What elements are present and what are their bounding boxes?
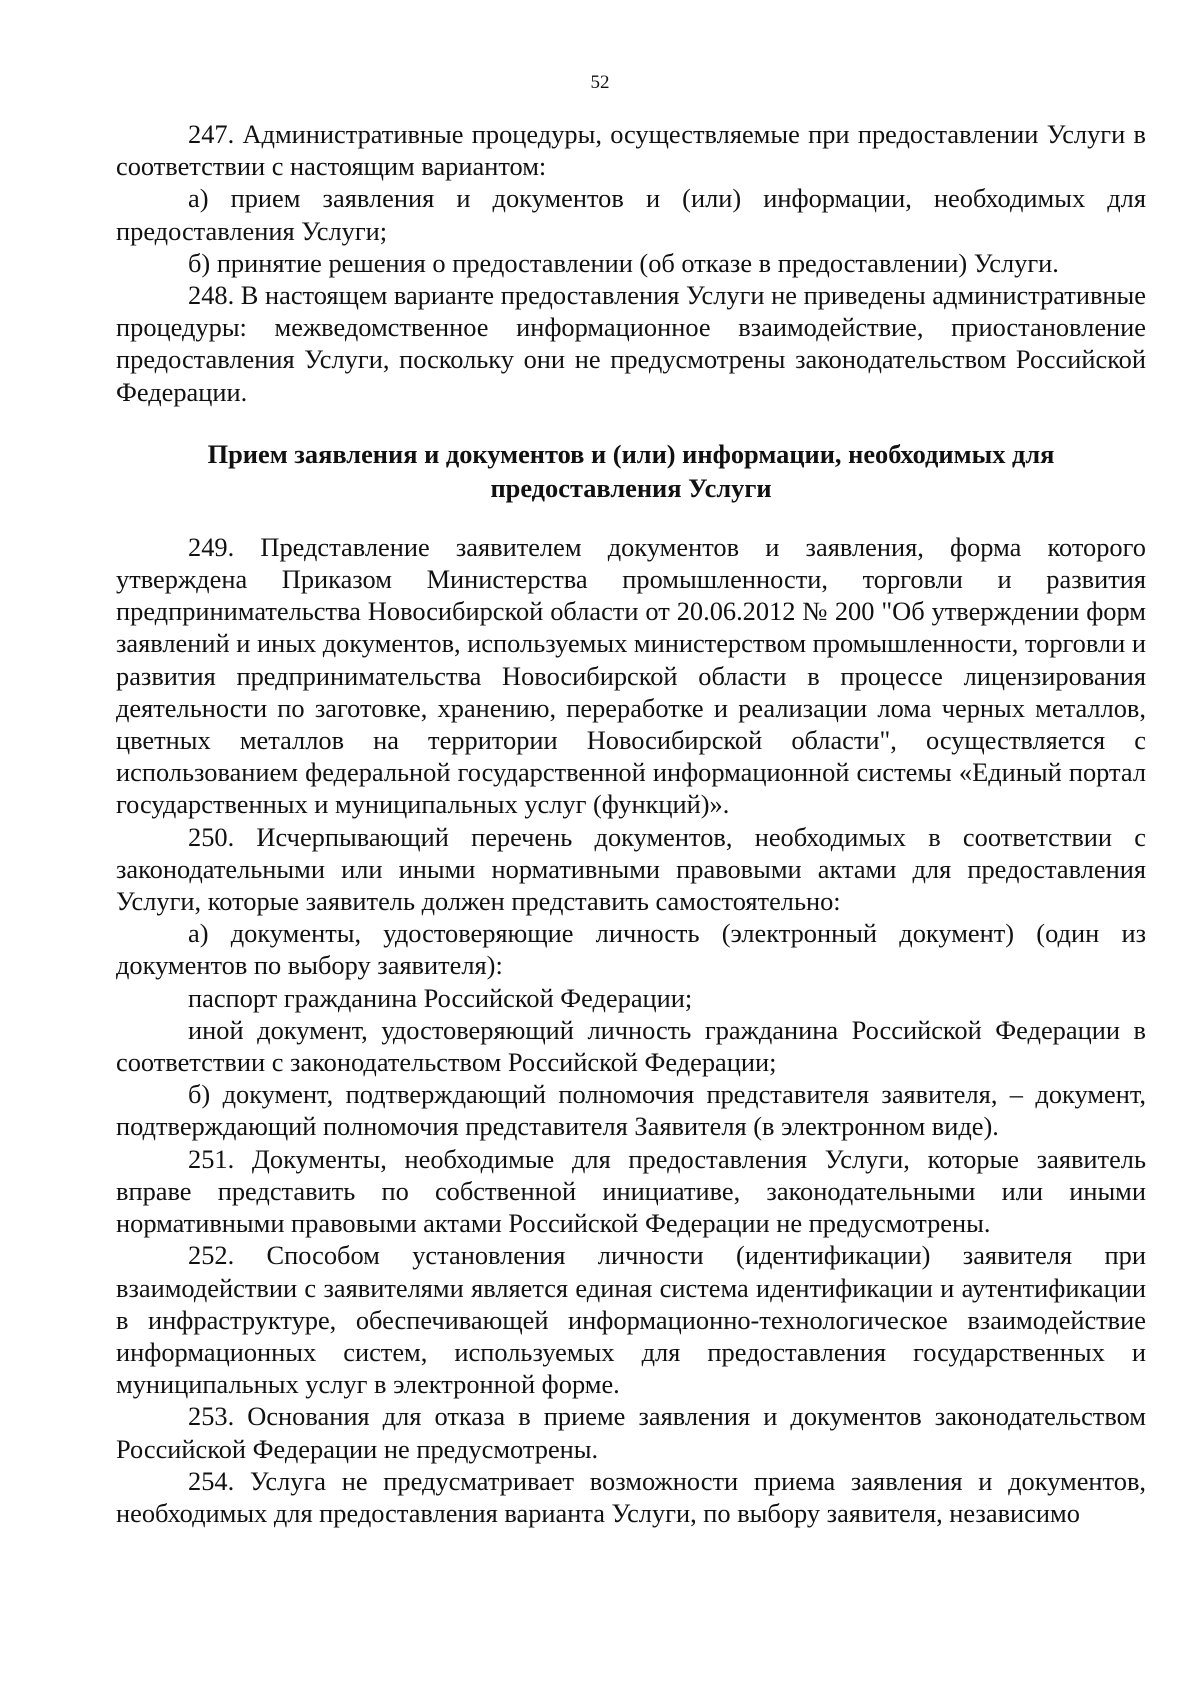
paragraph-250: 250. Исчерпывающий перечень документов, необходимых в соответствии с законодательными или иными нормативными правовыми актами для предоставления Услуги, которые заявитель должен представить самостоятельно: xyxy=(116,821,1146,917)
paragraph-253: 253. Основания для отказа в приеме заявления и документов законодательством Российской Федерации не предусмотрены. xyxy=(116,1401,1146,1464)
paragraph-247: 247. Административные процедуры, осуществляемые при предоставлении Услуги в соответствии с настоящим вариантом: xyxy=(116,119,1146,182)
paragraph-252: 252. Способом установления личности (идентификации) заявителя при взаимодействии с заявителями является единая система идентификации и аутентификации в инфраструктуре, обеспечивающей информационно-технологическое взаимодействие информационных систем, используемых для предоставления государственных и муниципальных услуг в электронной форме. xyxy=(116,1240,1146,1400)
paragraph-250-a: а) документы, удостоверяющие личность (электронный документ) (один из документов по выбору заявителя): xyxy=(116,918,1146,981)
paragraph-249: 249. Представление заявителем документов и заявления, форма которого утверждена Приказом Министерства промышленности, торговли и развития предпринимательства Новосибирской области от 20.06.2012 № 200 "Об утверждении форм заявлений и иных документов, используемых министерством промышленности, торговли и развития предпринимательства Новосибирской области в процессе лицензирования деятельности по заготовке, хранению, переработке и реализации лома черных металлов, цветных металлов на территории Новосибирской области", осуществляется с использованием федеральной государственной информационной системы «Единый портал государственных и муниципальных услуг (функций)». xyxy=(116,531,1147,820)
paragraph-passport: паспорт гражданина Российской Федерации; xyxy=(188,982,693,1013)
paragraph-other-id: иной документ, удостоверяющий личность гражданина Российской Федерации в соответствии с законодательством Российской Федерации; xyxy=(116,1014,1146,1078)
paragraph-250-b: б) документ, подтверждающий полномочия представителя заявителя, – документ, подтверждающий полномочия представителя Заявителя (в электронном виде). xyxy=(116,1079,1146,1142)
page-number: 52 xyxy=(590,72,610,93)
paragraph-247-a: а) прием заявления и документов и (или) информации, необходимых для предоставления Услуги; xyxy=(116,183,1146,246)
paragraph-254: 254. Услуга не предусматривает возможности приема заявления и документов, необходимых для предоставления варианта Услуги, по выбору заявителя, независимо xyxy=(116,1465,1146,1528)
document-body xyxy=(116,118,1146,1529)
paragraph-248: 248. В настоящем варианте предоставления Услуги не приведены административные процедуры: межведомственное информационное взаимодействие, приостановление предоставления Услуги, поскольку они не предусмотрены законодательством Российской Федерации. xyxy=(116,280,1146,407)
section-heading: Прием заявления и документов и (или) информации, необходимых для предоставления Услуги xyxy=(207,438,1055,503)
paragraph-251: 251. Документы, необходимые для предоставления Услуги, которые заявитель вправе представить по собственной инициативе, законодательными или иными нормативными правовыми актами Российской Федерации не предусмотрены. xyxy=(116,1143,1146,1239)
paragraph-247-b: б) принятие решения о предоставлении (об отказе в предоставлении) Услуги. xyxy=(188,247,1059,278)
